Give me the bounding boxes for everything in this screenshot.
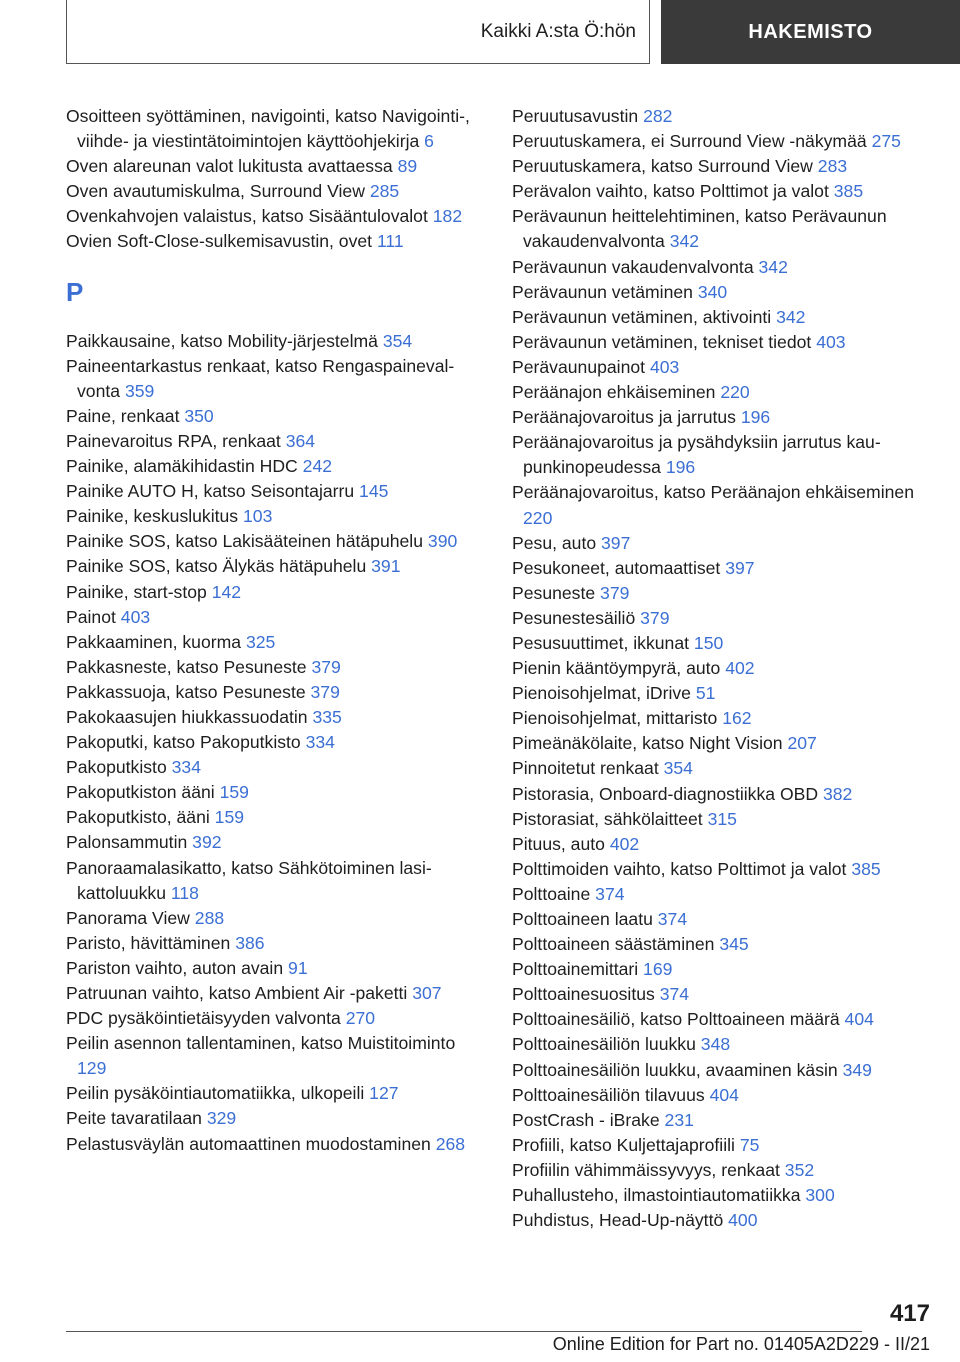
index-entry [66,830,486,855]
index-entry-text: Pinnoitetut renkaat [512,758,659,779]
page-reference-link[interactable]: 329 [206,1108,237,1129]
page-number: 417 [889,1300,930,1327]
index-group-p [66,329,486,1157]
page-reference-link[interactable]: 342 [669,231,700,252]
page-reference-link[interactable]: 391 [371,556,401,577]
page-reference-link[interactable]: 103 [243,506,273,527]
page-reference-link[interactable]: 275 [871,131,901,152]
page-reference-link[interactable]: 111 [376,231,404,252]
page-reference-link[interactable]: 345 [719,934,749,955]
index-entry [512,330,932,355]
index-entry [66,529,486,554]
page-reference-link[interactable]: 342 [776,306,806,327]
page-reference-link[interactable]: 354 [663,758,693,779]
page-reference-link[interactable]: 400 [728,1210,758,1231]
index-entry [512,731,932,756]
index-entry-text: Painot [66,606,116,627]
index-entry-text: Polttoainesäiliön luukku [512,1034,696,1055]
index-entry [66,229,486,254]
index-entry [512,606,932,631]
index-entry [66,329,486,354]
page-reference-link[interactable]: 162 [722,708,752,729]
index-entry-text: Paine, renkaat [66,405,180,426]
section-letter-p: P [66,276,84,307]
index-entry [512,631,932,656]
index-entry-text: Pesu, auto [512,532,597,553]
page-reference-link[interactable]: 127 [369,1083,399,1104]
index-entry-text: Polttoaineen laatu [512,909,653,929]
index-entry-text: Pakokaasujen hiukkassuodatin [66,706,308,727]
page-reference-link[interactable]: 270 [345,1008,376,1029]
index-entry-text: Pariston vaihto, auton avain [66,957,284,978]
page-reference-link[interactable]: 374 [595,883,625,904]
index-entry-text: Painike, alamäkihidastin HDC [66,456,298,477]
index-entry-text: Puhallusteho, ilmastointiautomatiikka [512,1185,801,1206]
index-entry [66,404,486,429]
index-entry [66,580,486,605]
index-entry-text: Panorama View [66,907,190,928]
index-entry-text: Patruunan vaihto, katso Ambient Air -paketti [66,983,408,1003]
index-entry [512,129,932,154]
page-reference-link[interactable]: 307 [412,983,442,1003]
index-entry-text: Peruutuskamera, ei Surround View -näkymää [512,131,867,152]
index-entry-text: Perävaunun vakaudenvalvonta [512,256,754,277]
index-entry [512,581,932,606]
header-left-rule [66,0,67,64]
index-entry-text: Pelastusväylän automaattinen muodostaminen [66,1133,431,1154]
index-entry-text: PDC pysäköintietäisyyden valvonta [66,1008,341,1029]
index-entry [66,655,486,680]
index-entry-text: Painike SOS, katso Lakisääteinen hätäpuhelu [66,531,424,552]
page-reference-link[interactable]: 169 [643,959,673,980]
page-reference-link[interactable]: 340 [697,281,728,302]
index-entry [512,154,932,179]
index-entry [512,104,932,129]
page-reference-link[interactable]: 142 [211,581,242,602]
index-entry [512,1083,932,1108]
index-entry [66,805,486,830]
index-entry-text: Peruutuskamera, katso Surround View [512,156,813,177]
page-reference-link[interactable]: 89 [397,156,418,177]
index-entry-text: Pakkasneste, katso Pesuneste [66,656,307,677]
index-entry [66,780,486,805]
index-entry [512,782,932,807]
index-entry [66,755,486,780]
page-reference-link[interactable]: 403 [649,356,680,377]
page-reference-link[interactable]: 403 [120,606,151,627]
page-reference-link[interactable]: 342 [758,256,788,277]
page-reference-link[interactable]: 145 [359,481,389,502]
page-reference-link[interactable]: 51 [695,683,716,704]
index-entry-text: Pakoputkiston ääni [66,782,215,803]
page-reference-link[interactable]: 283 [817,156,848,177]
page-reference-link[interactable]: 300 [805,1185,835,1206]
page-reference-link[interactable]: 385 [851,858,881,879]
page-reference-link[interactable]: 91 [288,957,308,978]
page-reference-link[interactable]: 6 [424,131,434,152]
index-entry [512,280,932,305]
index-entry [66,956,486,981]
index-entry-text: Pienin kääntöympyrä, auto [512,658,721,679]
page-reference-link[interactable]: 334 [171,757,201,778]
page-reference-link[interactable]: 150 [693,632,724,653]
index-entry [66,104,486,154]
index-entry [512,380,932,405]
page-reference-link[interactable]: 403 [816,331,846,352]
index-entry-text: Peilin asennon tallentaminen, katso Muistitoiminto [66,1033,456,1054]
index-entry-text: Polttimoiden vaihto, katso Polttimot ja valot [512,858,847,879]
index-entry-text: Pesunestesäiliö [512,607,636,628]
page-reference-link[interactable]: 364 [285,430,316,451]
index-entry-text: Painike SOS, katso Älykäs hätäpuhelu [66,556,367,577]
index-entry-text: Pakoputkisto [66,757,167,778]
index-entry [512,1007,932,1032]
page-reference-link[interactable]: 354 [382,330,413,351]
index-entry [66,630,486,655]
page-reference-link[interactable]: 397 [601,532,631,553]
index-entry-text: Peräänajovaroitus, katso Peräänajon ehkäiseminen [512,482,914,503]
page-reference-link[interactable]: 402 [609,833,640,854]
index-entry [512,681,932,706]
index-entry [512,882,932,907]
index-entry [66,680,486,705]
index-entry-text: Pakkaaminen, kuorma [66,631,242,652]
index-entry-text: Painike, start-stop [66,581,207,602]
page-reference-link[interactable]: 397 [725,557,755,578]
index-entry [66,179,486,204]
page-reference-link[interactable]: 350 [184,405,214,426]
index-entry-text: Polttoaineen säästäminen [512,934,715,955]
page-reference-link[interactable]: 379 [310,681,340,702]
index-entry-text: Perävaunun vetäminen, tekniset tiedot [512,331,812,352]
index-entry [512,1183,932,1208]
index-entry-text: PostCrash - iBrake [512,1109,660,1130]
index-entry [512,355,932,380]
index-column-left [66,104,486,1157]
page-reference-link[interactable]: 374 [657,909,688,929]
index-entry-text: Pesukoneet, automaattiset [512,557,721,578]
index-entry [512,255,932,280]
page-reference-link[interactable]: 75 [739,1134,760,1155]
index-entry-text: Pistorasiat, sähkölaitteet [512,808,703,829]
index-entry-text: Pesusuuttimet, ikkunat [512,632,690,653]
index-entry [512,305,932,330]
page-reference-link[interactable]: 220 [523,507,553,528]
index-entry-text: Oven alareunan valot lukitusta avattaessa [66,156,393,177]
page-reference-link[interactable]: 390 [427,531,458,552]
index-entry-text: Polttoainemittari [512,959,639,980]
page-reference-link[interactable]: 282 [643,106,673,126]
page-reference-link[interactable]: 288 [194,907,225,928]
page-reference-link[interactable]: 386 [235,932,265,953]
index-entry-text: Pienoisohjelmat, mittaristo [512,708,718,729]
index-entry [66,1031,486,1081]
index-entry [512,1032,932,1057]
index-entry [512,556,932,581]
index-entry [66,981,486,1006]
index-entry-text: Polttoaine [512,883,591,904]
page-reference-link[interactable]: 129 [77,1058,107,1079]
index-entry-text: Ovien Soft-Close-sulkemisavustin, ovet [66,231,373,252]
index-entry [66,1132,486,1157]
page-reference-link[interactable]: 348 [700,1034,731,1055]
index-entry-text: Painike, keskuslukitus [66,506,239,527]
index-entry-text: Profiilin vähimmäissyvyys, renkaat [512,1159,780,1180]
page-reference-link[interactable]: 220 [720,382,750,403]
index-group-p-continued [512,104,932,1233]
index-entry [66,906,486,931]
page-reference-link[interactable]: 404 [709,1084,739,1105]
edition-note: Online Edition for Part no. 01405A2D229 - II/21 [552,1334,930,1354]
page-reference-link[interactable]: 196 [740,407,771,428]
page-reference-link[interactable]: 379 [600,582,630,603]
header-separator [649,0,650,64]
index-entry [512,531,932,556]
index-entry-text: Panoraamalasikatto, katso Sähkötoiminen lasikattoluukku [66,857,432,903]
index-entry-text: Paikkausaine, katso Mobility-järjestelmä [66,330,378,351]
index-entry-text: Ovenkahvojen valaistus, katso Sisääntulovalot [66,206,428,227]
index-entry-text: Profiili, katso Kuljettajaprofiili [512,1134,735,1155]
index-entry-text: Perävaunun vetäminen [512,281,693,302]
index-entry-text: Palonsammutin [66,832,188,853]
page-reference-link[interactable]: 392 [192,832,222,853]
index-entry [66,204,486,229]
index-entry-text: Polttoainesäiliön luukku, avaaminen käsin [512,1059,838,1080]
index-entry [66,429,486,454]
index-entry [66,856,486,906]
index-entry [66,605,486,630]
index-entry [512,179,932,204]
index-entry [66,705,486,730]
page-reference-link[interactable]: 349 [842,1059,872,1080]
page-reference-link[interactable]: 182 [432,206,463,227]
index-entry [512,480,932,530]
index-entry-text: Painevaroitus RPA, renkaat [66,430,281,451]
index-entry-text: Peite tavaratilaan [66,1108,202,1129]
page-reference-link[interactable]: 118 [170,882,199,903]
index-entry [512,204,932,254]
index-entry-text: Perävaunupainot [512,356,646,377]
index-entry [66,1006,486,1031]
page-reference-link[interactable]: 325 [245,631,276,652]
index-entry [512,982,932,1007]
index-entry-text: Polttoainesäiliön tilavuus [512,1084,705,1105]
index-entry [512,832,932,857]
page-reference-link[interactable]: 315 [707,808,737,829]
index-entry [66,479,486,504]
index-entry-text: Perävaunun heittelehtiminen, katso Perävaunun vakaudenvalvonta [512,206,887,252]
index-entry [512,932,932,957]
index-entry-text: Peräänajon ehkäiseminen [512,382,716,403]
index-entry [66,504,486,529]
index-entry [512,957,932,982]
page-reference-link[interactable]: 379 [640,607,670,628]
index-entry [512,807,932,832]
index-entry-text: Pimeänäkölaite, katso Night Vision [512,733,783,754]
index-entry-text: Paristo, hävittäminen [66,932,231,953]
index-entry-text: Peräänajovaroitus ja pysähdyksiin jarrutus kaupunkinopeudessa [512,432,881,478]
index-entry-text: Polttoainesuositus [512,984,655,1005]
index-entry [512,1158,932,1183]
page-reference-link[interactable]: 352 [784,1159,815,1180]
index-entry [66,730,486,755]
footer-rule [66,1331,862,1332]
index-entry-text: Pakoputkisto, ääni [66,807,210,828]
page-reference-link[interactable]: 334 [305,732,335,753]
index-entry-text: Peräänajovaroitus ja jarrutus [512,407,736,428]
page-reference-link[interactable]: 285 [369,181,400,202]
section-title: Kaikki A:sta Ö:hön [480,21,636,42]
index-entry [512,857,932,882]
page-reference-link[interactable]: 231 [664,1109,694,1130]
index-entry-text: Puhdistus, Head-Up-näyttö [512,1210,724,1231]
page-reference-link[interactable]: 374 [659,984,690,1005]
index-entry [66,1106,486,1131]
index-column-right [512,104,932,1233]
page-reference-link[interactable]: 242 [302,456,333,477]
index-entry-text: Pituus, auto [512,833,605,854]
index-entry [512,706,932,731]
page-reference-link[interactable]: 335 [312,706,342,727]
page-reference-link[interactable]: 385 [833,181,864,202]
index-entry-text: Pesuneste [512,582,596,603]
index-group-o [66,104,486,255]
index-entry-text: Painike AUTO H, katso Seisontajarru [66,481,355,502]
index-entry [512,1208,932,1233]
index-tab[interactable]: HAKEMISTO [661,0,960,64]
index-entry-text: Polttoainesäiliö, katso Polttoaineen määrä [512,1009,840,1030]
index-entry [512,405,932,430]
index-entry [66,554,486,579]
page-reference-link[interactable]: 359 [124,380,155,401]
index-entry [66,931,486,956]
index-entry-text: Perävaunun vetäminen, aktivointi [512,306,772,327]
index-entry-text: Perävalon vaihto, katso Polttimot ja valot [512,181,829,202]
index-entry-text: Pakoputki, katso Pakoputkisto [66,732,301,753]
page-reference-link[interactable]: 382 [822,783,853,804]
index-entry [66,354,486,404]
index-entry [66,454,486,479]
index-entry-text: Pienoisohjelmat, iDrive [512,683,691,704]
index-entry [512,656,932,681]
page-reference-link[interactable]: 402 [725,658,755,679]
index-entry-text: Osoitteen syöttäminen, navigointi, katso Navigointi-, viihde- ja viestintätoimintojen käyttöohjekirja [66,106,470,152]
page-reference-link[interactable]: 159 [214,807,245,828]
index-entry [512,1108,932,1133]
page-reference-link[interactable]: 268 [435,1133,466,1154]
page-reference-link[interactable]: 404 [844,1009,874,1030]
index-entry [512,907,932,932]
page-reference-link[interactable]: 196 [665,457,696,478]
index-entry-text: Pakkassuoja, katso Pesuneste [66,681,306,702]
index-entry-text: Paineentarkastus renkaat, katso Rengaspainevalvonta [66,355,455,401]
index-entry-text: Peilin pysäköintiautomatiikka, ulkopeili [66,1083,365,1104]
index-entry [66,1081,486,1106]
page-reference-link[interactable]: 159 [219,782,249,803]
index-entry [512,756,932,781]
index-entry [512,1058,932,1083]
index-entry [66,154,486,179]
index-entry-text: Pistorasia, Onboard-diagnostiikka OBD [512,783,819,804]
page-reference-link[interactable]: 379 [311,656,341,677]
index-entry-text: Peruutusavustin [512,106,639,126]
index-entry-text: Oven avautumiskulma, Surround View [66,181,365,202]
index-entry [512,1133,932,1158]
page-reference-link[interactable]: 207 [787,733,817,754]
index-entry [512,430,932,480]
